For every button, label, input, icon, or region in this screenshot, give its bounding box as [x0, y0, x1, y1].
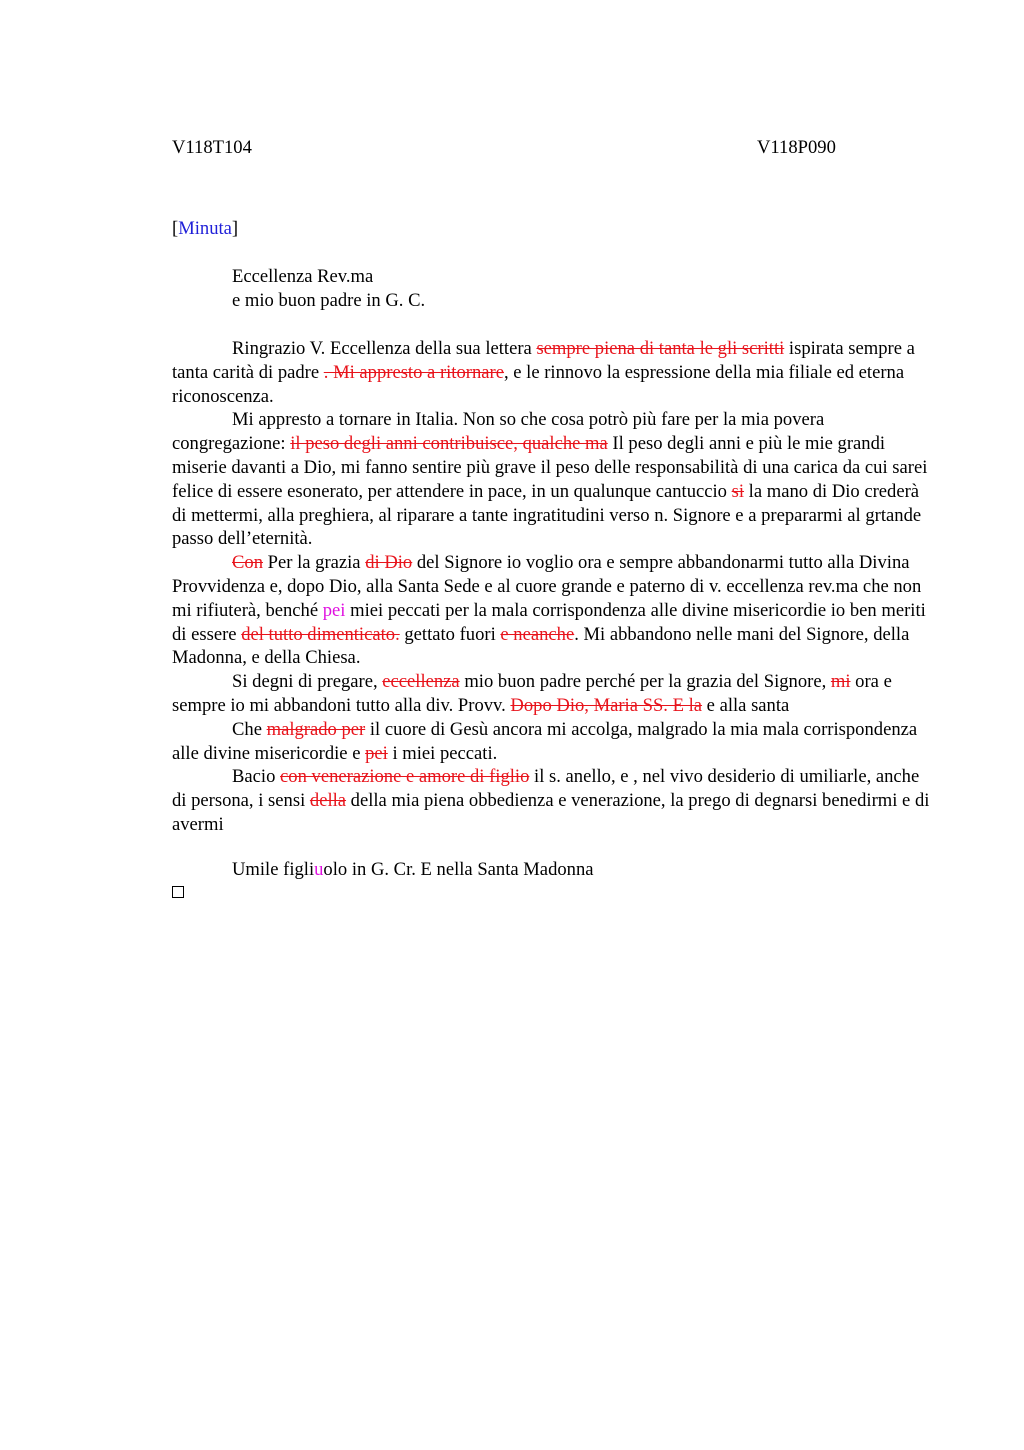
deleted-text: con venerazione e amore di figlio	[280, 766, 530, 788]
document-page	[172, 136, 932, 880]
paragraph	[172, 718, 932, 766]
text-run: Per la grazia	[263, 552, 366, 574]
deleted-text: . Mi appresto a ritornare	[323, 361, 504, 383]
paragraph	[172, 765, 932, 836]
deleted-text: eccellenza	[382, 671, 460, 693]
text-run: Si degni di pregare,	[232, 671, 383, 693]
deleted-text: il peso degli anni contribuisce, qualche ma	[290, 433, 608, 455]
deleted-text: di Dio	[365, 552, 413, 574]
letter-body	[172, 337, 932, 837]
minuta-close-bracket: ]	[231, 218, 239, 239]
text-run: , e le rinnovo la espressione della mia filiale ed eterna riconoscenza.	[172, 361, 905, 407]
deleted-text: e neanche	[500, 623, 575, 645]
minuta-label	[172, 217, 238, 241]
document-code-left: V118T104	[172, 137, 252, 158]
salutation-line-2: e mio buon padre in G. C.	[232, 290, 426, 311]
text-run: miei peccati per la mala corrispondenza alle divine misericordie io ben meriti di essere	[172, 599, 926, 645]
deleted-text: si	[731, 480, 745, 502]
minuta-open-bracket: [	[172, 218, 179, 239]
signature	[232, 858, 594, 882]
text-run: Il peso degli anni e più le mie grandi miserie davanti a Dio, mi fanno sentire più grave il peso delle responsabilità di una carica da cui sarei felice di essere esonerato, per attendere in pace, in un qualunque cantuccio	[172, 433, 928, 502]
signature-inserted-letter: u	[314, 859, 324, 880]
text-run: e alla santa	[702, 694, 790, 716]
deleted-text: della	[309, 790, 347, 812]
text-run: . Mi abbandono nelle mani del Signore, della Madonna, e della Chiesa.	[172, 623, 910, 669]
text-run: la mano di Dio crederà di mettermi, alla preghiera, al riparare a tante ingratitudini verso n. Signore e a prepararmi al grtande passo dell’eternità.	[172, 480, 922, 550]
text-run: Mi appresto a tornare in Italia. Non so che cosa potrò più fare per la mia povera congregazione:	[172, 409, 825, 455]
text-run: mio buon padre perché per la grazia del Signore,	[459, 671, 831, 693]
paragraph	[172, 551, 932, 670]
paragraph	[172, 408, 932, 551]
paragraph	[172, 337, 932, 408]
deleted-text: malgrado per	[266, 718, 366, 740]
deleted-text: del tutto dimenticato.	[241, 623, 400, 645]
text-run: i miei peccati.	[387, 742, 498, 764]
inserted-text: pei	[322, 599, 346, 621]
deleted-text: Dopo Dio, Maria SS. E la	[510, 694, 703, 716]
document-code-right: V118P090	[757, 137, 836, 158]
text-run: della mia piena obbedienza e venerazione, la prego di degnarsi benedirmi e di avermi	[172, 790, 930, 835]
text-run: il s. anello, e , nel vivo desiderio di umiliarle, anche di persona, i sensi	[172, 766, 920, 812]
text-run: ispirata sempre a tanta carità di padre	[172, 338, 915, 383]
deleted-text: mi	[830, 671, 851, 693]
deleted-text: pei	[365, 742, 388, 764]
salutation-line-1: Eccellenza Rev.ma	[232, 266, 374, 287]
paragraph	[172, 670, 932, 718]
text-run: Che	[232, 718, 267, 740]
document-header	[172, 136, 932, 160]
text-run: del Signore io voglio ora e sempre abbandonarmi tutto alla Divina Provvidenza e, dopo Dio, alla Santa Sede e al cuore grande e paterno di v. eccellenza rev.ma che non mi rifiuterà, benché	[172, 552, 922, 621]
signature-part-3: olo in G. Cr. E nella Santa Madonna	[323, 859, 594, 880]
deleted-text: sempre piena di tanta le gli scritti	[536, 338, 785, 359]
signature-part-1: Umile figli	[232, 859, 315, 880]
text-run: Bacio	[232, 766, 281, 788]
deleted-text: Con	[232, 552, 263, 574]
salutation	[232, 265, 425, 313]
text-run: gettato fuori	[399, 623, 501, 645]
checkbox-square-icon	[172, 886, 184, 898]
text-run: il cuore di Gesù ancora mi accolga, malgrado la mia mala corrispondenza alle divine misericordie e	[172, 718, 918, 764]
text-run: Ringrazio V. Eccellenza della sua lettera	[232, 338, 537, 359]
text-run: ora e sempre io mi abbandoni tutto alla div. Provv.	[172, 671, 892, 716]
minuta-text: Minuta	[178, 218, 232, 239]
